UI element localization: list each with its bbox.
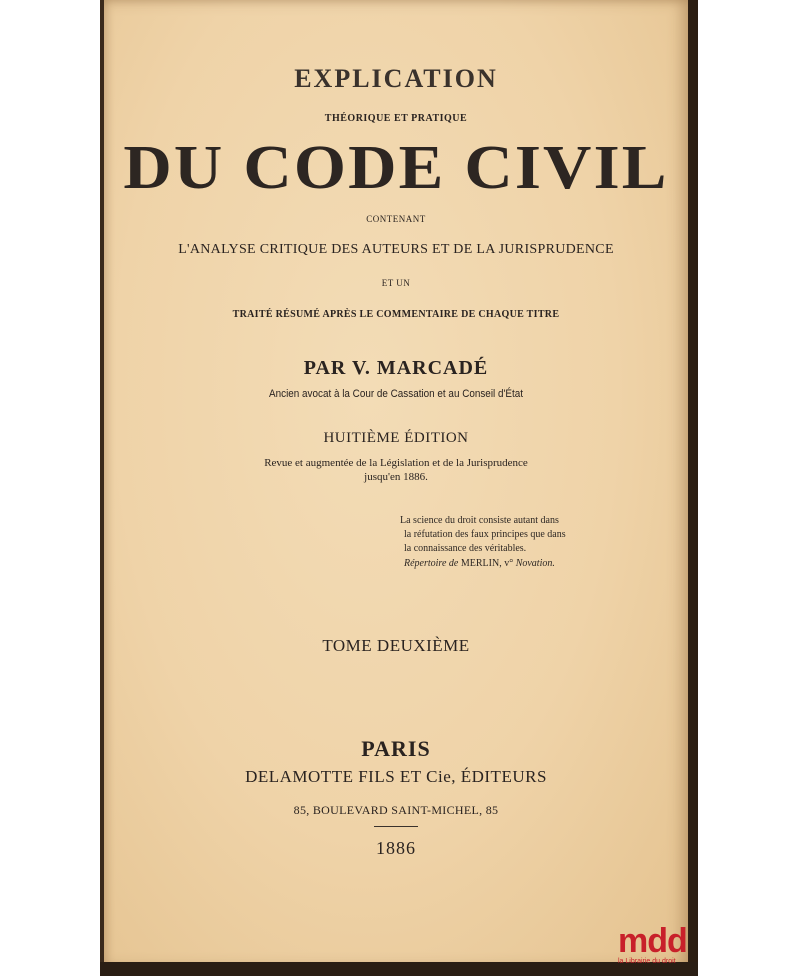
et-un-text: ET UN: [381, 278, 411, 288]
epigraph-source-suffix: , v°: [499, 558, 516, 569]
epigraph-source-author: MERLIN: [460, 558, 500, 569]
analyse-text: L'ANALYSE CRITIQUE DES AUTEURS ET DE LA JURISPRUDENCE: [178, 242, 614, 257]
edition-label: HUITIÈME ÉDITION: [323, 430, 469, 446]
contenant-text: CONTENANT: [366, 214, 426, 224]
title-page: [104, 0, 688, 968]
publisher: DELAMOTTE FILS ET Cie, ÉDITEURS: [245, 767, 547, 786]
volume-label: TOME DEUXIÈME: [322, 636, 470, 655]
subheading-theorique: THÉORIQUE ET PRATIQUE: [324, 113, 468, 124]
epigraph-source-word: Novation.: [515, 558, 555, 569]
author-title: Ancien avocat à la Cour de Cassation et au Conseil d'État: [269, 388, 523, 400]
city: PARIS: [361, 736, 431, 761]
epigraph-source-prefix: Répertoire de: [404, 558, 461, 569]
divider-rule: [374, 826, 418, 827]
page-bottom-edge: [100, 962, 698, 976]
heading-explication: EXPLICATION: [294, 64, 498, 93]
watermark-logo: [618, 924, 698, 970]
main-title: DU CODE CIVIL: [123, 134, 669, 202]
edition-description-line2: jusqu'en 1886.: [364, 471, 428, 483]
epigraph: [400, 514, 680, 571]
logo-subtext: la Librairie du droit: [618, 958, 676, 965]
edition-description-line1: Revue et augmentée de la Législation et de la Jurisprudence: [264, 457, 528, 469]
logo-mark: mdd: [618, 922, 687, 960]
publication-year: 1886: [376, 838, 416, 858]
epigraph-line1: La science du droit consiste autant dans: [400, 515, 559, 526]
epigraph-line2: la réfutation des faux principes que dans: [404, 529, 566, 540]
author-name: PAR V. MARCADÉ: [303, 357, 489, 379]
epigraph-source: [400, 557, 680, 571]
epigraph-line3: la connaissance des véritables.: [404, 543, 527, 554]
publisher-address: 85, BOULEVARD SAINT-MICHEL, 85: [293, 803, 499, 817]
traite-text: TRAITÉ RÉSUMÉ APRÈS LE COMMENTAIRE DE CHAQUE TITRE: [232, 309, 560, 320]
